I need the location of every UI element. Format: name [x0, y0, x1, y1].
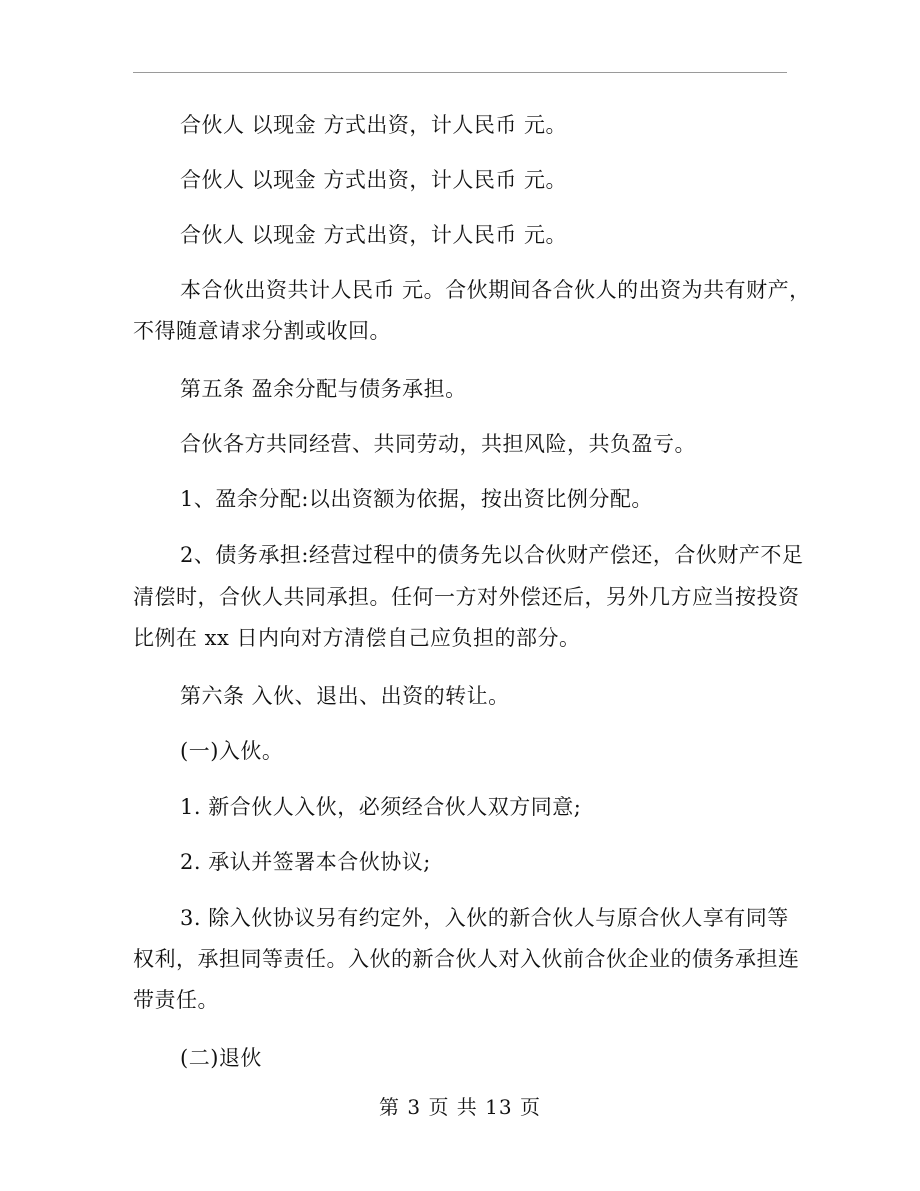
text-line: 清偿时，合伙人共同承担。任何一方对外偿还后，另外几方应当按投资	[133, 585, 800, 609]
text-line: 3. 除入伙协议另有约定外，入伙的新合伙人与原合伙人享有同等	[180, 906, 789, 930]
text-line: 带责任。	[133, 988, 219, 1012]
subsection-heading: (二)退伙	[180, 1046, 262, 1070]
text-line: 权利，承担同等责任。入伙的新合伙人对入伙前合伙企业的债务承担连	[133, 947, 800, 971]
text-line: 本合伙出资共计人民币 元。合伙期间各合伙人的出资为共有财产，	[180, 278, 811, 302]
text-line: 合伙人 以现金 方式出资，计人民币 元。	[180, 223, 568, 247]
text-line: 2. 承认并签署本合伙协议;	[180, 850, 431, 874]
text-line: 合伙人 以现金 方式出资，计人民币 元。	[180, 168, 568, 192]
text-line: 合伙人 以现金 方式出资，计人民币 元。	[180, 113, 568, 137]
text-line: 不得随意请求分割或收回。	[133, 319, 391, 343]
text-line: 2、债务承担:经营过程中的债务先以合伙财产偿还，合伙财产不足	[180, 543, 804, 567]
text-line: 合伙各方共同经营、共同劳动，共担风险，共负盈亏。	[180, 432, 696, 456]
text-line: 比例在 xx 日内向对方清偿自己应负担的部分。	[133, 626, 581, 650]
text-line: 1. 新合伙人入伙，必须经合伙人双方同意;	[180, 795, 582, 819]
section-heading: 第六条 入伙、退出、出资的转让。	[180, 684, 510, 708]
subsection-heading: (一)入伙。	[180, 739, 284, 763]
section-heading: 第五条 盈余分配与债务承担。	[180, 377, 467, 401]
text-line: 1、盈余分配:以出资额为依据，按出资比例分配。	[180, 487, 653, 511]
header-rule	[133, 72, 787, 73]
page-number: 第 3 页 共 13 页	[379, 1095, 541, 1119]
